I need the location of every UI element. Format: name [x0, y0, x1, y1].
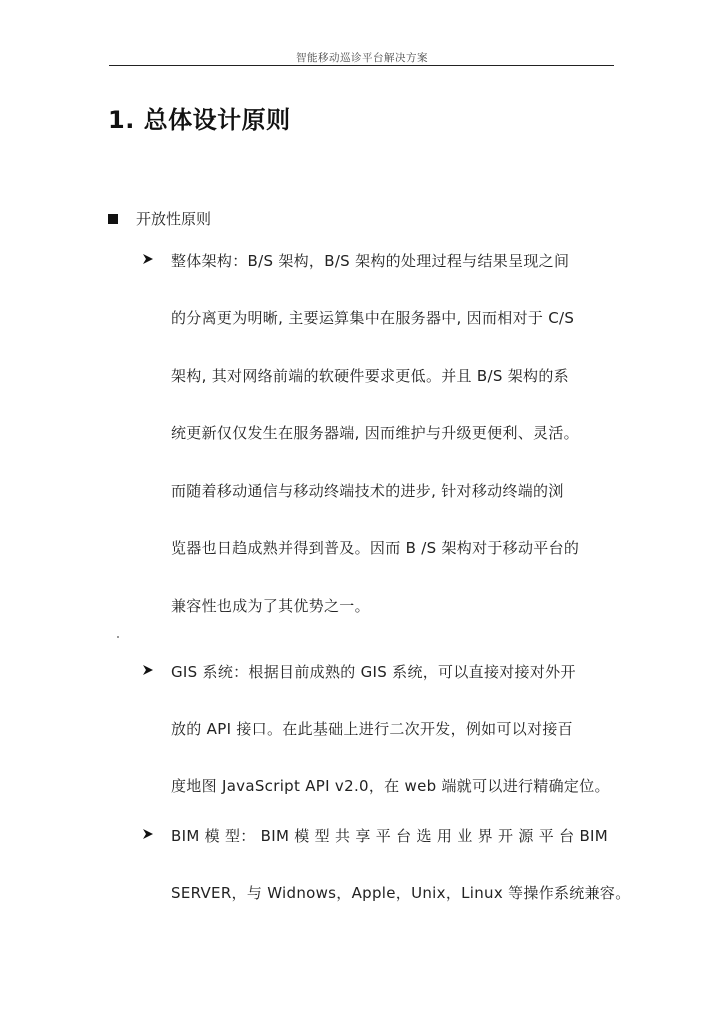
paragraph-line: 架构, 其对网络前端的软硬件要求更低。并且 B/S 架构的系	[171, 367, 569, 385]
paragraph-line: 放的 API 接口。在此基础上进行二次开发，例如可以对接百	[171, 720, 573, 738]
paragraph-line: 的分离更为明晰, 主要运算集中在服务器中, 因而相对于 C/S	[171, 309, 575, 327]
paragraph-line: 览器也日趋成熟并得到普及。因而 B /S 架构对于移动平台的	[171, 539, 580, 557]
section-heading: 1. 总体设计原则	[108, 106, 291, 134]
page-header-title: 智能移动巡诊平台解决方案	[296, 52, 428, 64]
paragraph-line: 统更新仅仅发生在服务器端, 因而维护与升级更便利、灵活。	[171, 424, 579, 442]
stray-mark	[117, 636, 119, 638]
paragraph-line: BIM 模 型： BIM 模 型 共 享 平 台 选 用 业 界 开 源 平 台 BIM	[171, 827, 608, 845]
arrow-bullet-icon	[141, 827, 155, 841]
arrow-bullet-icon	[141, 663, 155, 677]
principle-item	[108, 208, 211, 229]
paragraph-line: SERVER，与 Widnows，Apple，Unix，Linux 等操作系统兼容。	[171, 884, 631, 902]
paragraph-line: GIS 系统：根据目前成熟的 GIS 系统，可以直接对接对外开	[171, 663, 576, 681]
principle-label: 开放性原则	[136, 210, 212, 228]
arrow-bullet-icon	[141, 252, 155, 266]
square-bullet-icon	[108, 214, 118, 224]
paragraph-line: 度地图 JavaScript API v2.0，在 web 端就可以进行精确定位。	[171, 777, 610, 795]
paragraph-line: 而随着移动通信与移动终端技术的进步, 针对移动终端的浏	[171, 482, 564, 500]
paragraph-line: 兼容性也成为了其优势之一。	[171, 597, 370, 615]
paragraph-line: 整体架构：B/S 架构，B/S 架构的处理过程与结果呈现之间	[171, 252, 570, 270]
header-rule	[109, 65, 614, 66]
